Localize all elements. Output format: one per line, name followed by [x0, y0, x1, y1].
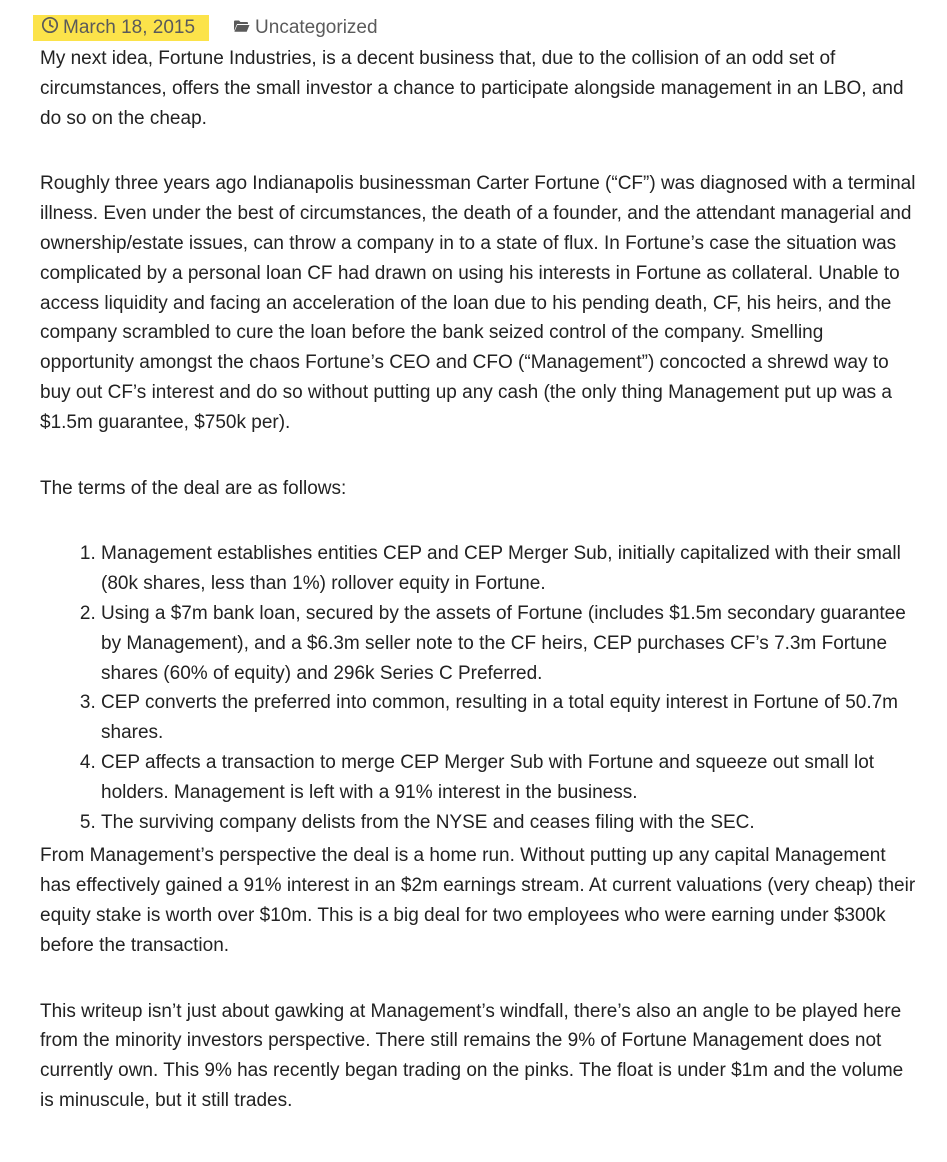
- post-category: Uncategorized: [255, 17, 378, 38]
- article-body: [40, 44, 920, 1116]
- list-item: 1. Management establishes entities CEP and CEP Merger Sub, initially capitalized with their small (80k shares, less than 1%) rollover equity in Fortune.: [101, 539, 920, 599]
- clock-icon: [41, 16, 63, 40]
- post-category-link[interactable]: [233, 17, 378, 39]
- article-paragraph: Roughly three years ago Indianapolis businessman Carter Fortune (“CF”) was diagnosed with a terminal illness. Even under the best of circumstances, the death of a founder, and the attendant managerial and ownership/estate issues, can throw a company in to a state of flux. In Fortune’s case the situation was complicated by a personal loan CF had drawn on using his interests in Fortune as collateral. Unable to access liquidity and facing an acceleration of the loan due to his pending death, CF, his heirs, and the company scrambled to cure the loan before the bank seized control of the company. Smelling opportunity amongst the chaos Fortune’s CEO and CFO (“Management”) concocted a shrewd way to buy out CF’s interest and do so without putting up any cash (the only thing Management put up was a $1.5m guarantee, $750k per).: [40, 173, 916, 433]
- folder-icon: [233, 17, 255, 39]
- deal-terms-list: [40, 539, 920, 837]
- article-paragraph: The terms of the deal are as follows:: [40, 477, 347, 499]
- article-paragraph: My next idea, Fortune Industries, is a decent business that, due to the collision of an odd set of circumstances, offers the small investor a chance to participate alongside management in an LBO, and do so on the cheap.: [40, 48, 904, 129]
- post-date: March 18, 2015: [63, 17, 196, 38]
- list-item: 5. The surviving company delists from the NYSE and ceases filing with the SEC.: [101, 808, 920, 838]
- post-meta: [33, 14, 378, 42]
- article-paragraph: From Management’s perspective the deal is a home run. Without putting up any capital Management has effectively gained a 91% interest in an $2m earnings stream. At current valuations (very cheap) their equity stake is worth over $10m. This is a big deal for two employees who were earning under $300k before the transaction.: [40, 845, 916, 956]
- list-item: 3. CEP converts the preferred into common, resulting in a total equity interest in Fortune of 50.7m shares.: [101, 688, 920, 748]
- post-date-link[interactable]: [33, 15, 209, 41]
- article-paragraph: This writeup isn’t just about gawking at Management’s windfall, there’s also an angle to be played here from the minority investors perspective. There still remains the 9% of Fortune Management does not currently own. This 9% has recently began trading on the pinks. The float is under $1m and the volume is minuscule, but it still trades.: [40, 1000, 904, 1111]
- list-item: 4. CEP affects a transaction to merge CEP Merger Sub with Fortune and squeeze out small lot holders. Management is left with a 91% interest in the business.: [101, 748, 920, 808]
- list-item: 2. Using a $7m bank loan, secured by the assets of Fortune (includes $1.5m secondary guarantee by Management), and a $6.3m seller note to the CF heirs, CEP purchases CF’s 7.3m Fortune shares (60% of equity) and 296k Series C Preferred.: [101, 599, 920, 688]
